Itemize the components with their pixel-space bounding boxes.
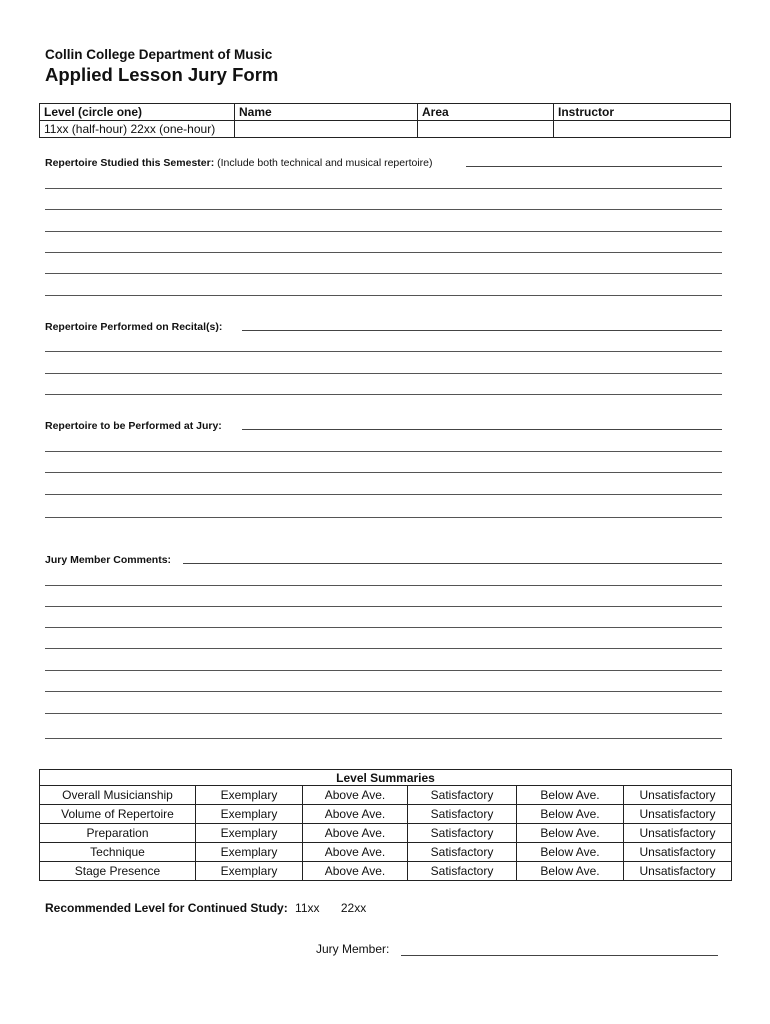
name-header: Name [235,104,418,121]
criterion-label: Stage Presence [40,862,196,881]
rating-exemplary[interactable]: Exemplary [196,862,303,881]
jury-member-field[interactable] [401,955,718,956]
comments-field[interactable] [183,563,722,564]
rating-satisfactory[interactable]: Satisfactory [408,824,517,843]
rating-above-average[interactable]: Above Ave. [303,805,408,824]
studied-label: Repertoire Studied this Semester: (Include both technical and musical repertoire) [45,157,433,169]
studied-line[interactable] [45,209,722,210]
rating-exemplary[interactable]: Exemplary [196,786,303,805]
rating-above-average[interactable]: Above Ave. [303,862,408,881]
rating-above-average[interactable]: Above Ave. [303,843,408,862]
table-row [40,862,732,881]
studied-field[interactable] [466,166,722,167]
criterion-label: Technique [40,843,196,862]
rating-exemplary[interactable]: Exemplary [196,843,303,862]
studied-line[interactable] [45,295,722,296]
comments-label: Jury Member Comments: [45,554,172,566]
rating-below-average[interactable]: Below Ave. [517,805,624,824]
recommended-level-label: Recommended Level for Continued Study: [45,901,288,915]
rating-satisfactory[interactable]: Satisfactory [408,862,517,881]
recital-line[interactable] [45,394,722,395]
recital-line[interactable] [45,351,722,352]
comments-line[interactable] [45,738,722,739]
level-summaries-title: Level Summaries [40,770,732,786]
comments-line[interactable] [45,648,722,649]
department-name: Collin College Department of Music [45,47,273,62]
criterion-label: Overall Musicianship [40,786,196,805]
instructor-field[interactable] [554,121,731,138]
studied-line[interactable] [45,252,722,253]
studied-line[interactable] [45,188,722,189]
comments-line[interactable] [45,585,722,586]
rating-below-average[interactable]: Below Ave. [517,843,624,862]
instructor-header: Instructor [554,104,731,121]
jury-repertoire-field[interactable] [242,429,722,430]
table-row [40,824,732,843]
comments-line[interactable] [45,691,722,692]
level-option-11xx[interactable]: 11xx [295,901,320,915]
comments-line[interactable] [45,627,722,628]
rating-unsatisfactory[interactable]: Unsatisfactory [624,805,732,824]
rating-exemplary[interactable]: Exemplary [196,824,303,843]
name-field[interactable] [235,121,418,138]
rating-satisfactory[interactable]: Satisfactory [408,786,517,805]
rating-unsatisfactory[interactable]: Unsatisfactory [624,843,732,862]
studied-note: (Include both technical and musical repertoire) [217,157,433,169]
rating-above-average[interactable]: Above Ave. [303,786,408,805]
jury-member-label: Jury Member: [316,942,390,956]
recital-line[interactable] [45,373,722,374]
rating-below-average[interactable]: Below Ave. [517,824,624,843]
student-info-table [39,103,731,138]
comments-line[interactable] [45,713,722,714]
jury-repertoire-line[interactable] [45,451,722,452]
rating-unsatisfactory[interactable]: Unsatisfactory [624,862,732,881]
rating-unsatisfactory[interactable]: Unsatisfactory [624,786,732,805]
rating-exemplary[interactable]: Exemplary [196,805,303,824]
rating-below-average[interactable]: Below Ave. [517,786,624,805]
criterion-label: Preparation [40,824,196,843]
criterion-label: Volume of Repertoire [40,805,196,824]
jury-repertoire-line[interactable] [45,494,722,495]
studied-line[interactable] [45,273,722,274]
rating-satisfactory[interactable]: Satisfactory [408,805,517,824]
studied-line[interactable] [45,231,722,232]
form-title: Applied Lesson Jury Form [45,64,279,85]
jury-member-signature [316,942,389,956]
level-summaries-table [39,769,732,881]
jury-repertoire-line[interactable] [45,517,722,518]
jury-repertoire-label: Repertoire to be Performed at Jury: [45,420,222,432]
comments-line[interactable] [45,670,722,671]
recommended-level [45,901,366,915]
table-row [40,843,732,862]
rating-satisfactory[interactable]: Satisfactory [408,843,517,862]
level-option-22xx[interactable]: 22xx [340,901,367,915]
recital-field[interactable] [242,330,722,331]
recital-label: Repertoire Performed on Recital(s): [45,321,223,333]
level-options[interactable]: 11xx (half-hour) 22xx (one-hour) [40,121,235,138]
jury-repertoire-line[interactable] [45,472,722,473]
rating-above-average[interactable]: Above Ave. [303,824,408,843]
area-field[interactable] [418,121,554,138]
comments-line[interactable] [45,606,722,607]
level-header: Level (circle one) [40,104,235,121]
rating-below-average[interactable]: Below Ave. [517,862,624,881]
area-header: Area [418,104,554,121]
table-row [40,805,732,824]
table-row [40,786,732,805]
rating-unsatisfactory[interactable]: Unsatisfactory [624,824,732,843]
